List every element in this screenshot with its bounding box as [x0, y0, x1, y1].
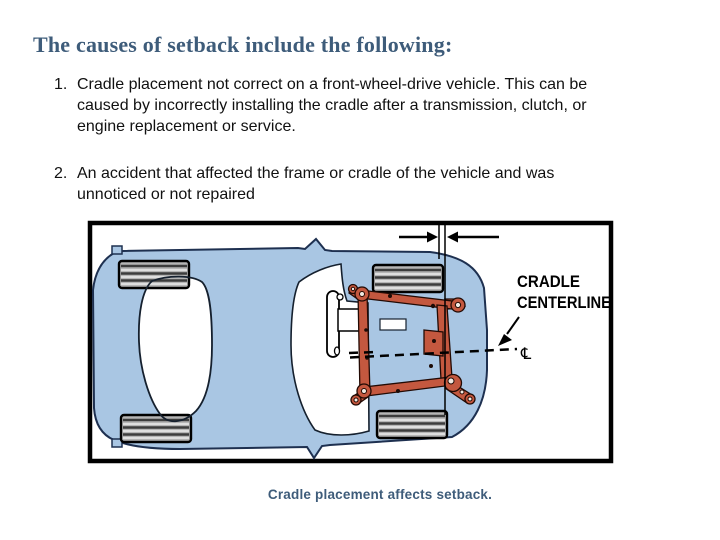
page-title: The causes of setback include the following: [33, 32, 453, 57]
tire-rear-right [121, 415, 191, 442]
tire-front-right [377, 411, 447, 438]
text-line: Cradle placement not correct on a front-wheel-drive vehicle. This can be [77, 76, 588, 93]
text-line: engine replacement or service. [77, 118, 296, 135]
tire-rear-left [119, 261, 189, 288]
cradle-centerline-label-line1: CRADLE [517, 272, 580, 291]
text-line: unnoticed or not repaired [77, 186, 255, 203]
tire-front-left [373, 265, 443, 292]
cradle-centerline-label-line2: CENTERLINE [517, 293, 611, 312]
cradle-bracket-slot [380, 319, 406, 330]
list-number: 1. [54, 76, 68, 93]
diagram-caption: Cradle placement affects setback. [267, 487, 493, 502]
bumper-tab [112, 246, 122, 254]
centerline-symbol: ℄ [521, 344, 532, 363]
text-line: caused by incorrectly installing the cradle after a transmission, clutch, or [77, 97, 587, 114]
list-number: 2. [54, 165, 68, 182]
text-line: An accident that affected the frame or cradle of the vehicle and was [77, 165, 555, 182]
